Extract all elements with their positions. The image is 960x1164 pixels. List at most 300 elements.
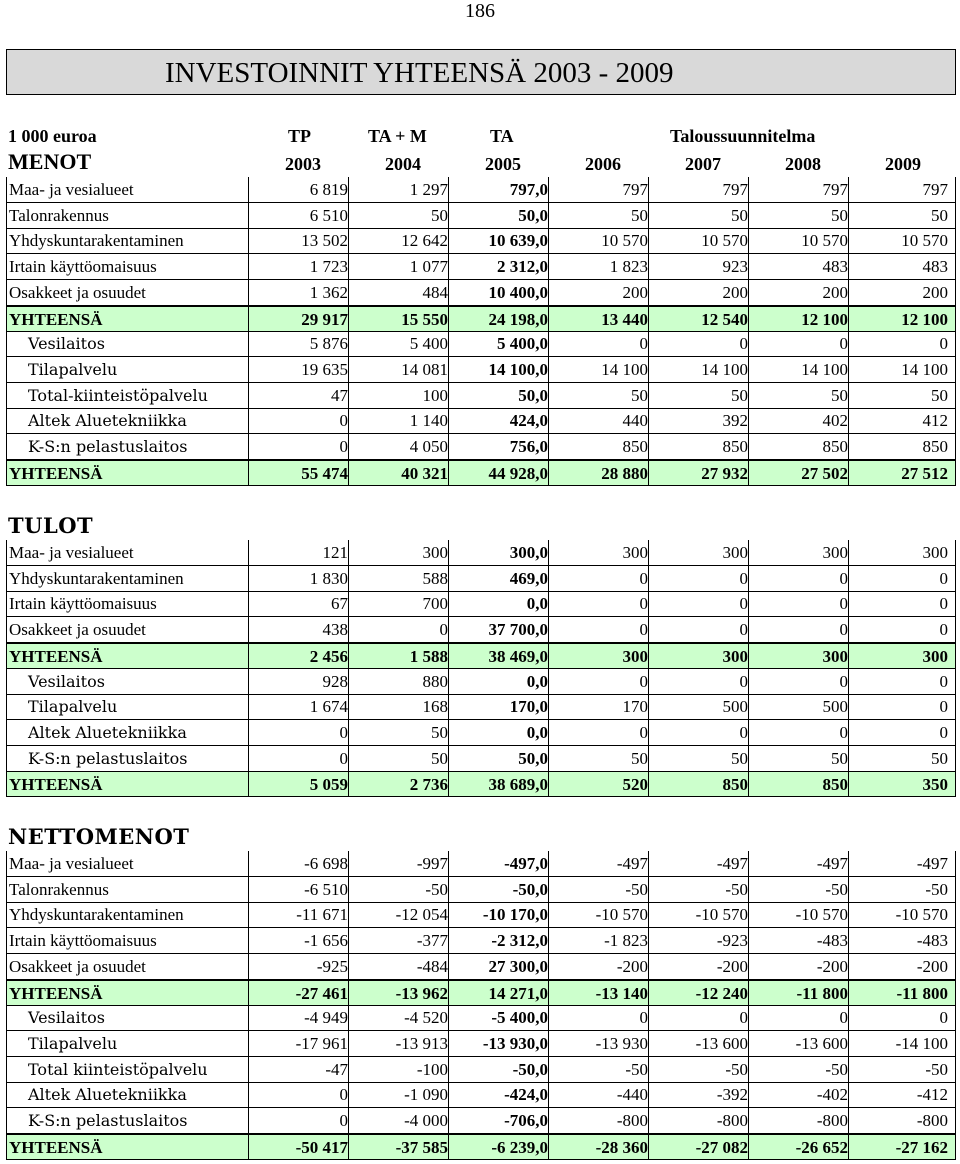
value-cell: -377 bbox=[416, 931, 448, 951]
value-cell: 50,0 bbox=[518, 748, 548, 768]
value-cell: 928 bbox=[322, 671, 348, 691]
value-cell: -11 671 bbox=[296, 905, 348, 925]
value-cell: -483 bbox=[916, 931, 948, 951]
value-cell: 170,0 bbox=[509, 697, 548, 717]
value-cell: 0 bbox=[839, 671, 848, 691]
value-cell: 0 bbox=[339, 748, 348, 768]
value-cell: 50 bbox=[431, 748, 448, 768]
value-cell: -10 570 bbox=[595, 905, 648, 925]
value-cell: 12 100 bbox=[901, 309, 948, 329]
row-label: YHTEENSÄ bbox=[9, 775, 103, 795]
grid-line bbox=[6, 772, 7, 796]
value-cell: -50,0 bbox=[512, 1059, 548, 1079]
table-row bbox=[6, 746, 956, 772]
row-label: Maa- ja vesialueet bbox=[9, 180, 134, 199]
value-cell: -200 bbox=[616, 956, 648, 976]
value-cell: 38 469,0 bbox=[488, 646, 548, 666]
grid-line bbox=[6, 1082, 7, 1107]
grid-line bbox=[6, 1031, 7, 1056]
value-cell: 0 bbox=[939, 334, 948, 354]
page-title: INVESTOINNIT YHTEENSÄ 2003 - 2009 bbox=[165, 57, 674, 89]
value-cell: 19 635 bbox=[301, 359, 348, 379]
page-number: 186 bbox=[465, 0, 495, 22]
value-cell: -37 585 bbox=[395, 1137, 448, 1157]
value-cell: 1 362 bbox=[309, 282, 348, 302]
total-row bbox=[6, 460, 956, 486]
row-label: Maa- ja vesialueet bbox=[9, 543, 134, 562]
value-cell: 300 bbox=[422, 543, 448, 562]
table-row bbox=[6, 228, 956, 254]
value-cell: 0 bbox=[839, 594, 848, 614]
value-cell: 0 bbox=[639, 722, 648, 742]
grid-line bbox=[955, 1057, 956, 1082]
value-cell: -923 bbox=[716, 931, 748, 951]
grid-line bbox=[955, 280, 956, 305]
value-cell: 0 bbox=[839, 568, 848, 588]
value-cell: 50 bbox=[931, 205, 948, 225]
grid-line bbox=[6, 617, 7, 642]
value-cell: 27 502 bbox=[801, 463, 848, 483]
year-2008: 2008 bbox=[785, 154, 821, 174]
value-cell: 797 bbox=[922, 180, 948, 199]
value-cell: -200 bbox=[916, 956, 948, 976]
value-cell: 483 bbox=[922, 257, 948, 277]
value-cell: 350 bbox=[922, 775, 948, 795]
value-cell: -800 bbox=[916, 1111, 948, 1130]
grid-line bbox=[955, 1135, 956, 1159]
value-cell: -13 930 bbox=[595, 1033, 648, 1053]
table-row bbox=[6, 357, 956, 383]
unit-label: 1 000 euroa bbox=[8, 126, 97, 146]
value-cell: 0 bbox=[939, 620, 948, 640]
value-cell: 500 bbox=[722, 697, 748, 717]
grid-line bbox=[955, 566, 956, 591]
value-cell: 850 bbox=[622, 437, 648, 456]
value-cell: -50 bbox=[725, 879, 748, 899]
row-label: Vesilaitos bbox=[28, 1008, 105, 1028]
table-row bbox=[6, 540, 956, 566]
value-cell: 10 570 bbox=[701, 231, 748, 251]
year-2003: 2003 bbox=[285, 154, 321, 174]
value-cell: 0 bbox=[839, 620, 848, 640]
row-label: YHTEENSÄ bbox=[9, 983, 103, 1003]
value-cell: -497 bbox=[716, 854, 748, 873]
grid-line bbox=[955, 228, 956, 253]
value-cell: -497 bbox=[916, 854, 948, 873]
grid-line bbox=[6, 1135, 7, 1159]
value-cell: -6 510 bbox=[304, 879, 348, 899]
grid-line bbox=[6, 591, 7, 616]
total-row bbox=[6, 980, 956, 1006]
value-cell: 0 bbox=[339, 722, 348, 742]
value-cell: 5 400 bbox=[409, 334, 448, 354]
value-cell: 0 bbox=[339, 1085, 348, 1105]
value-cell: 850 bbox=[822, 437, 848, 456]
table-row bbox=[6, 928, 956, 954]
value-cell: 0 bbox=[939, 568, 948, 588]
value-cell: -497 bbox=[816, 854, 848, 873]
value-cell: -47 bbox=[325, 1059, 348, 1079]
value-cell: 6 819 bbox=[309, 180, 348, 199]
value-cell: -27 082 bbox=[695, 1137, 748, 1157]
value-cell: 200 bbox=[822, 282, 848, 302]
value-cell: 168 bbox=[422, 697, 448, 717]
value-cell: 797 bbox=[622, 180, 648, 199]
row-label: Talonrakennus bbox=[9, 879, 109, 899]
row-label: Irtain käyttöomaisuus bbox=[9, 594, 157, 614]
value-cell: 1 723 bbox=[309, 257, 348, 277]
value-cell: 0 bbox=[439, 620, 448, 640]
value-cell: 880 bbox=[422, 671, 448, 691]
grid-line bbox=[6, 981, 7, 1005]
row-label: Osakkeet ja osuudet bbox=[9, 282, 146, 302]
value-cell: -50 bbox=[625, 879, 648, 899]
value-cell: -412 bbox=[916, 1085, 948, 1105]
grid-line bbox=[6, 877, 7, 902]
value-cell: 47 bbox=[331, 385, 348, 405]
value-cell: 28 880 bbox=[601, 463, 648, 483]
row-label: Maa- ja vesialueet bbox=[9, 854, 134, 873]
value-cell: -6 239,0 bbox=[491, 1137, 548, 1157]
grid-line bbox=[955, 772, 956, 796]
year-2005: 2005 bbox=[485, 154, 521, 174]
grid-line bbox=[6, 408, 7, 433]
grid-line bbox=[6, 254, 7, 279]
total-row bbox=[6, 306, 956, 332]
value-cell: 10 570 bbox=[601, 231, 648, 251]
value-cell: 300 bbox=[622, 646, 648, 666]
table-row bbox=[6, 408, 956, 434]
grid-line bbox=[6, 720, 7, 745]
value-cell: -13 600 bbox=[695, 1033, 748, 1053]
row-label: YHTEENSÄ bbox=[9, 463, 103, 483]
value-cell: -424,0 bbox=[504, 1085, 548, 1105]
value-cell: 0 bbox=[739, 722, 748, 742]
value-cell: 44 928,0 bbox=[488, 463, 548, 483]
value-cell: 300 bbox=[722, 646, 748, 666]
value-cell: 12 540 bbox=[701, 309, 748, 329]
value-cell: 14 100,0 bbox=[488, 359, 548, 379]
value-cell: 2 456 bbox=[309, 646, 348, 666]
row-label: Total-kiinteistöpalvelu bbox=[28, 385, 208, 405]
col-group-ta-m: TA + M bbox=[368, 126, 427, 146]
table-row bbox=[6, 694, 956, 720]
value-cell: 0 bbox=[939, 671, 948, 691]
row-label: YHTEENSÄ bbox=[9, 646, 103, 666]
value-cell: -28 360 bbox=[595, 1137, 648, 1157]
value-cell: 1 588 bbox=[409, 646, 448, 666]
value-cell: 0 bbox=[939, 722, 948, 742]
row-label: Vesilaitos bbox=[28, 334, 105, 354]
year-2006: 2006 bbox=[585, 154, 621, 174]
value-cell: 1 823 bbox=[609, 257, 648, 277]
value-cell: -200 bbox=[716, 956, 748, 976]
value-cell: -50 bbox=[425, 879, 448, 899]
value-cell: 14 100 bbox=[901, 359, 948, 379]
value-cell: 27 512 bbox=[901, 463, 948, 483]
value-cell: 200 bbox=[622, 282, 648, 302]
grid-line bbox=[6, 669, 7, 694]
grid-line bbox=[955, 669, 956, 694]
grid-line bbox=[955, 307, 956, 331]
value-cell: 50 bbox=[631, 748, 648, 768]
section-title-menot: MENOT bbox=[8, 149, 92, 174]
value-cell: 10 570 bbox=[801, 231, 848, 251]
table-row bbox=[6, 902, 956, 928]
value-cell: 424,0 bbox=[509, 411, 548, 431]
value-cell: -5 400,0 bbox=[491, 1008, 548, 1028]
table-row bbox=[6, 566, 956, 592]
value-cell: 0,0 bbox=[526, 671, 548, 691]
grid-line bbox=[6, 331, 7, 356]
value-cell: 5 400,0 bbox=[497, 334, 548, 354]
value-cell: 100 bbox=[422, 385, 448, 405]
value-cell: 484 bbox=[422, 282, 448, 302]
table-row bbox=[6, 383, 956, 409]
year-2007: 2007 bbox=[685, 154, 721, 174]
value-cell: -27 162 bbox=[895, 1137, 948, 1157]
value-cell: 50 bbox=[431, 205, 448, 225]
grid-line bbox=[955, 877, 956, 902]
grid-line bbox=[6, 902, 7, 927]
value-cell: 50,0 bbox=[518, 205, 548, 225]
value-cell: 0 bbox=[739, 594, 748, 614]
year-2009: 2009 bbox=[885, 154, 921, 174]
table-row bbox=[6, 617, 956, 643]
value-cell: 50 bbox=[731, 748, 748, 768]
value-cell: -11 800 bbox=[796, 983, 848, 1003]
value-cell: 756,0 bbox=[509, 437, 548, 456]
grid-line bbox=[955, 720, 956, 745]
grid-line bbox=[955, 357, 956, 382]
year-2004: 2004 bbox=[385, 154, 421, 174]
value-cell: 850 bbox=[922, 437, 948, 456]
grid-line bbox=[6, 928, 7, 953]
table-row bbox=[6, 1005, 956, 1031]
row-label: Altek Aluetekniikka bbox=[28, 1085, 187, 1105]
value-cell: 1 674 bbox=[309, 697, 348, 717]
value-cell: 588 bbox=[422, 568, 448, 588]
grid-line bbox=[955, 254, 956, 279]
value-cell: -200 bbox=[816, 956, 848, 976]
value-cell: 0 bbox=[839, 722, 848, 742]
value-cell: 50 bbox=[631, 385, 648, 405]
value-cell: 850 bbox=[722, 775, 748, 795]
value-cell: 850 bbox=[822, 775, 848, 795]
grid-line bbox=[6, 746, 7, 771]
value-cell: 2 736 bbox=[409, 775, 448, 795]
value-cell: 200 bbox=[722, 282, 748, 302]
value-cell: -497,0 bbox=[504, 854, 548, 873]
value-cell: -50,0 bbox=[512, 879, 548, 899]
table-row bbox=[6, 1082, 956, 1108]
value-cell: 50,0 bbox=[518, 385, 548, 405]
value-cell: -10 570 bbox=[695, 905, 748, 925]
col-group-ta: TA bbox=[490, 126, 514, 146]
value-cell: 121 bbox=[322, 543, 348, 562]
value-cell: 0 bbox=[939, 1008, 948, 1028]
value-cell: 14 271,0 bbox=[488, 983, 548, 1003]
value-cell: 14 100 bbox=[801, 359, 848, 379]
row-label: Talonrakennus bbox=[9, 205, 109, 225]
grid-line bbox=[6, 1057, 7, 1082]
value-cell: 50 bbox=[931, 748, 948, 768]
value-cell: -100 bbox=[416, 1059, 448, 1079]
grid-line bbox=[955, 591, 956, 616]
section-title-nettomenot: NETTOMENOT bbox=[8, 824, 190, 849]
value-cell: 483 bbox=[822, 257, 848, 277]
grid-line bbox=[6, 461, 7, 485]
value-cell: -11 800 bbox=[896, 983, 948, 1003]
grid-line bbox=[6, 357, 7, 382]
value-cell: 0 bbox=[839, 334, 848, 354]
row-label: Irtain käyttöomaisuus bbox=[9, 931, 157, 951]
value-cell: 300,0 bbox=[509, 543, 548, 562]
grid-line bbox=[6, 383, 7, 408]
value-cell: 0 bbox=[639, 620, 648, 640]
table-row bbox=[6, 203, 956, 229]
row-label: Osakkeet ja osuudet bbox=[9, 956, 146, 976]
grid-line bbox=[6, 540, 7, 565]
value-cell: 27 932 bbox=[701, 463, 748, 483]
grid-line bbox=[955, 408, 956, 433]
value-cell: -10 570 bbox=[895, 905, 948, 925]
value-cell: -4 949 bbox=[304, 1008, 348, 1028]
value-cell: 170 bbox=[622, 697, 648, 717]
table-row bbox=[6, 851, 956, 877]
value-cell: 10 639,0 bbox=[488, 231, 548, 251]
value-cell: -10 570 bbox=[795, 905, 848, 925]
value-cell: 1 077 bbox=[409, 257, 448, 277]
value-cell: 850 bbox=[722, 437, 748, 456]
value-cell: 412 bbox=[922, 411, 948, 431]
table-row bbox=[6, 720, 956, 746]
value-cell: -440 bbox=[616, 1085, 648, 1105]
grid-line bbox=[955, 694, 956, 719]
value-cell: 14 081 bbox=[401, 359, 448, 379]
table-row bbox=[6, 1108, 956, 1134]
value-cell: 24 198,0 bbox=[488, 309, 548, 329]
value-cell: 0,0 bbox=[526, 594, 548, 614]
grid-line bbox=[955, 644, 956, 668]
grid-line bbox=[955, 902, 956, 927]
total-row bbox=[6, 643, 956, 669]
row-label: Yhdyskuntarakentaminen bbox=[9, 231, 184, 251]
row-label: K-S:n pelastuslaitos bbox=[28, 437, 188, 456]
value-cell: 1 140 bbox=[409, 411, 448, 431]
grid-line bbox=[955, 203, 956, 228]
grid-line bbox=[955, 177, 956, 202]
value-cell: 0 bbox=[939, 594, 948, 614]
value-cell: 50 bbox=[731, 385, 748, 405]
value-cell: 392 bbox=[722, 411, 748, 431]
grid-line bbox=[955, 954, 956, 979]
value-cell: -800 bbox=[816, 1111, 848, 1130]
value-cell: 0 bbox=[639, 1008, 648, 1028]
value-cell: 300 bbox=[922, 543, 948, 562]
value-cell: 520 bbox=[622, 775, 648, 795]
value-cell: 27 300,0 bbox=[488, 956, 548, 976]
value-cell: -4 000 bbox=[404, 1111, 448, 1130]
value-cell: 14 100 bbox=[601, 359, 648, 379]
value-cell: 0 bbox=[739, 671, 748, 691]
table-row bbox=[6, 254, 956, 280]
value-cell: 0 bbox=[839, 1008, 848, 1028]
value-cell: 797 bbox=[722, 180, 748, 199]
row-label: K-S:n pelastuslaitos bbox=[28, 1111, 188, 1130]
value-cell: 0 bbox=[339, 1111, 348, 1130]
value-cell: -12 054 bbox=[395, 905, 448, 925]
value-cell: 1 297 bbox=[409, 180, 448, 199]
value-cell: 15 550 bbox=[401, 309, 448, 329]
value-cell: -800 bbox=[716, 1111, 748, 1130]
value-cell: 300 bbox=[722, 543, 748, 562]
value-cell: 0,0 bbox=[526, 722, 548, 742]
table-row bbox=[6, 434, 956, 460]
value-cell: 50 bbox=[831, 748, 848, 768]
table-row bbox=[6, 669, 956, 695]
value-cell: -50 bbox=[625, 1059, 648, 1079]
grid-line bbox=[6, 434, 7, 459]
value-cell: -13 913 bbox=[395, 1033, 448, 1053]
grid-line bbox=[6, 203, 7, 228]
grid-line bbox=[955, 746, 956, 771]
row-label: Irtain käyttöomaisuus bbox=[9, 257, 157, 277]
value-cell: -13 600 bbox=[795, 1033, 848, 1053]
value-cell: -12 240 bbox=[695, 983, 748, 1003]
value-cell: 469,0 bbox=[509, 568, 548, 588]
value-cell: 29 917 bbox=[301, 309, 348, 329]
value-cell: 50 bbox=[931, 385, 948, 405]
value-cell: 10 570 bbox=[901, 231, 948, 251]
value-cell: -13 962 bbox=[395, 983, 448, 1003]
total-row bbox=[6, 1134, 956, 1160]
grid-line bbox=[6, 280, 7, 305]
row-label: Yhdyskuntarakentaminen bbox=[9, 568, 184, 588]
value-cell: -6 698 bbox=[304, 854, 348, 873]
value-cell: 923 bbox=[722, 257, 748, 277]
value-cell: -50 bbox=[725, 1059, 748, 1079]
value-cell: 50 bbox=[831, 205, 848, 225]
grid-line bbox=[955, 331, 956, 356]
value-cell: 0 bbox=[739, 1008, 748, 1028]
grid-line bbox=[955, 928, 956, 953]
value-cell: 10 400,0 bbox=[488, 282, 548, 302]
value-cell: 12 100 bbox=[801, 309, 848, 329]
grid-line bbox=[955, 383, 956, 408]
row-label: K-S:n pelastuslaitos bbox=[28, 748, 188, 768]
value-cell: -50 bbox=[825, 1059, 848, 1079]
value-cell: 700 bbox=[422, 594, 448, 614]
value-cell: 200 bbox=[922, 282, 948, 302]
row-label: Altek Aluetekniikka bbox=[28, 722, 187, 742]
grid-line bbox=[6, 307, 7, 331]
value-cell: -800 bbox=[616, 1111, 648, 1130]
value-cell: 300 bbox=[822, 646, 848, 666]
value-cell: 37 700,0 bbox=[488, 620, 548, 640]
value-cell: 6 510 bbox=[309, 205, 348, 225]
table-row bbox=[6, 1031, 956, 1057]
value-cell: -13 930,0 bbox=[482, 1033, 548, 1053]
value-cell: 500 bbox=[822, 697, 848, 717]
row-label: YHTEENSÄ bbox=[9, 309, 103, 329]
row-label: Yhdyskuntarakentaminen bbox=[9, 905, 184, 925]
value-cell: -50 bbox=[825, 879, 848, 899]
grid-line bbox=[6, 694, 7, 719]
grid-line bbox=[6, 851, 7, 876]
value-cell: 38 689,0 bbox=[488, 775, 548, 795]
value-cell: -50 417 bbox=[295, 1137, 348, 1157]
